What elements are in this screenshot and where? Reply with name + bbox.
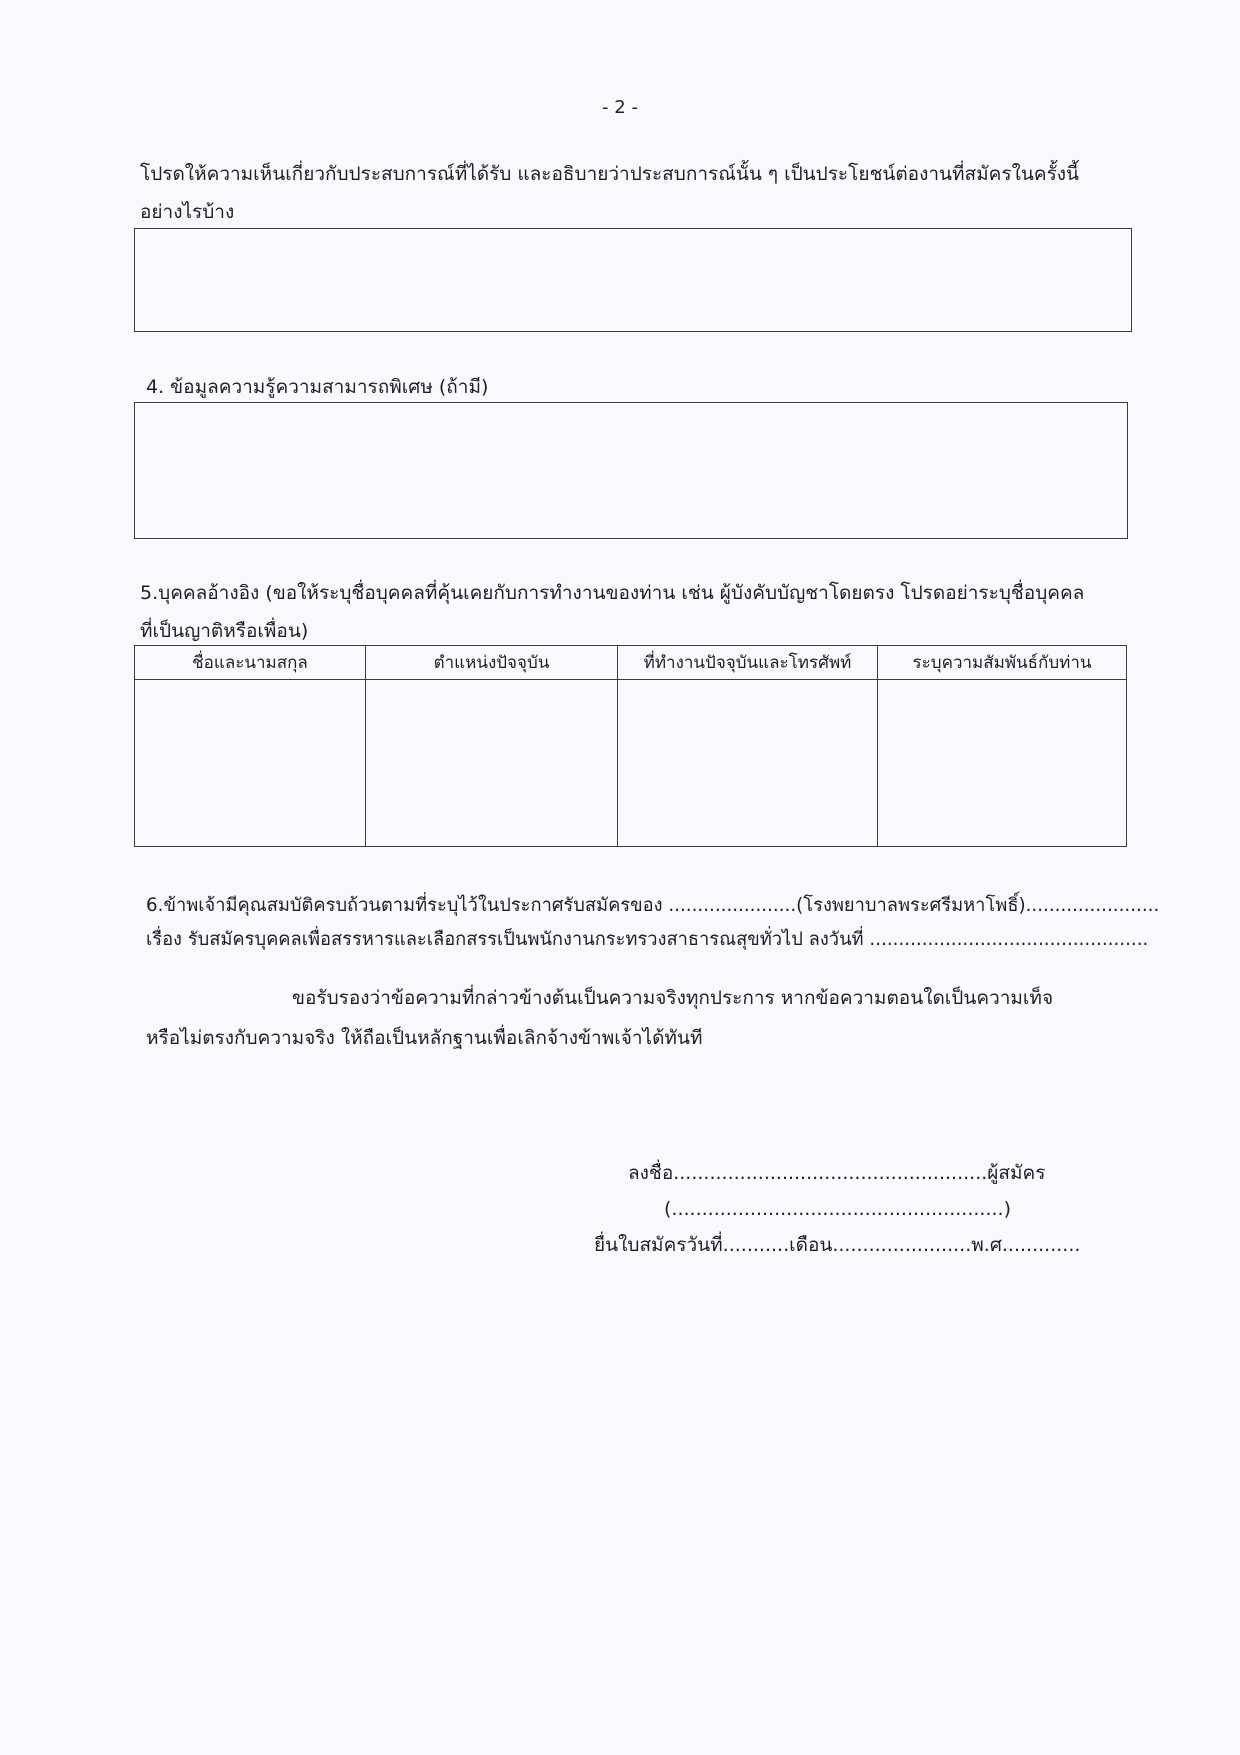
experience-prompt-line1: โปรดให้ความเห็นเกี่ยวกับประสบการณ์ที่ได้รับ และอธิบายว่าประสบการณ์นั้น ๆ เป็นประโยชน์ต่องานที่สมัครในครั้งนี้: [140, 163, 1080, 185]
qualification-statement-line1: 6.ข้าพเจ้ามีคุณสมบัติครบถ้วนตามที่ระบุไว้ในประกาศรับสมัครของ ......................(โรงพยาบาลพระศรีมหาโพธิ์).......................: [146, 895, 1160, 916]
certification-line2: หรือไม่ตรงกับความจริง ให้ถือเป็นหลักฐานเพื่อเลิกจ้างข้าพเจ้าได้ทันที: [146, 1027, 703, 1049]
reference-position-cell[interactable]: [366, 680, 618, 847]
references-heading-line2: ที่เป็นญาติหรือเพื่อน): [140, 620, 309, 642]
column-header-relationship: ระบุความสัมพันธ์กับท่าน: [878, 646, 1127, 680]
application-date-line: ยื่นใบสมัครวันที่...........เดือน.......................พ.ศ.............: [594, 1234, 1081, 1256]
table-row: [135, 680, 1127, 847]
certification-line1: ขอรับรองว่าข้อความที่กล่าวข้างต้นเป็นความจริงทุกประการ หากข้อความตอนใดเป็นความเท็จ: [292, 987, 1054, 1009]
special-skills-heading: 4. ข้อมูลความรู้ความสามารถพิเศษ (ถ้ามี): [146, 376, 489, 398]
column-header-name: ชื่อและนามสกุล: [135, 646, 366, 680]
reference-relationship-cell[interactable]: [878, 680, 1127, 847]
experience-answer-box[interactable]: [134, 228, 1132, 332]
applicant-name-line: (.......................................................): [664, 1198, 1012, 1220]
references-heading-line1: 5.บุคคลอ้างอิง (ขอให้ระบุชื่อบุคคลที่คุ้นเคยกับการทำงานของท่าน เช่น ผู้บังคับบัญชาโดยตรง โปรดอย่าระบุชื่อบุคคล: [140, 582, 1085, 604]
column-header-position: ตำแหน่งปัจจุบัน: [366, 646, 618, 680]
special-skills-box[interactable]: [134, 402, 1128, 539]
experience-prompt-line2: อย่างไรบ้าง: [140, 201, 235, 223]
applicant-signature-line: ลงชื่อ....................................................ผู้สมัคร: [628, 1162, 1046, 1184]
reference-name-cell[interactable]: [135, 680, 366, 847]
qualification-statement-line2: เรื่อง รับสมัครบุคคลเพื่อสรรหารและเลือกสรรเป็นพนักงานกระทรวงสาธารณสุขทั่วไป ลงวันที่ ................................................: [146, 929, 1149, 950]
references-table: [134, 645, 1127, 847]
references-table-header: [135, 646, 1127, 680]
column-header-workplace-phone: ที่ทำงานปัจจุบันและโทรศัพท์: [618, 646, 878, 680]
page-number: - 2 -: [602, 97, 638, 118]
reference-workplace-cell[interactable]: [618, 680, 878, 847]
